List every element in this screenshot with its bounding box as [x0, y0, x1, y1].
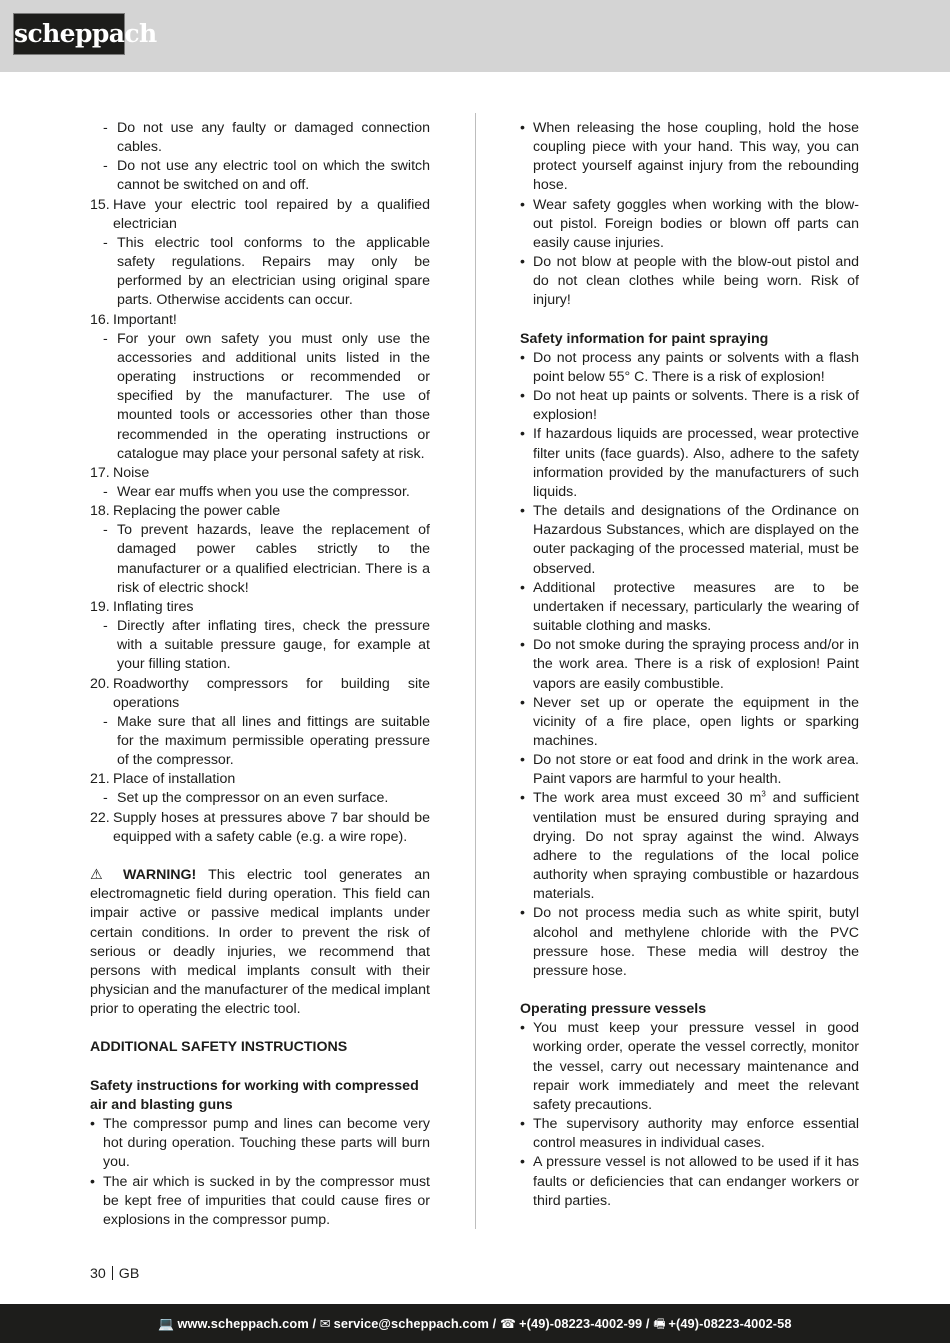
bullet-marker: • — [520, 120, 525, 136]
item-text: Noise — [113, 464, 150, 481]
list-item — [90, 234, 430, 311]
item-text: Supply hoses at pressures above 7 bar should be equipped with a safety cable (e.g. a wire rope). — [113, 809, 430, 845]
item-text: Do not heat up paints or solvents. There is a risk of explosion! — [533, 388, 859, 424]
item-text: Important! — [113, 311, 177, 328]
bullet-marker: • — [520, 790, 525, 807]
list-item — [90, 157, 430, 195]
list-item — [90, 598, 430, 617]
phone-icon: ☎ — [500, 1316, 517, 1331]
list-item — [90, 311, 430, 330]
item-text: Place of installation — [113, 771, 236, 788]
warning-text: This electric tool generates an electromagnetic field during operation. This field can impair active or passive medical implants under certain conditions. In order to prevent the risk of serious or deadly injuries, we recommend that persons with medical implants consult with their physician and the manufacturer of the medical implant prior to operating the electric tool. — [90, 867, 430, 1018]
item-text: The supervisory authority may enforce essential control measures in individual cases. — [533, 1116, 859, 1152]
list-item — [520, 1153, 859, 1210]
dash-marker: - — [103, 330, 108, 347]
list-item — [520, 579, 859, 636]
bullet-marker: • — [520, 349, 525, 366]
item-text: For your own safety you must only use the accessories and additional units listed in the operating instructions or recommended or specified by the manufacturer. The use of mounted tools or accessories other than those recommended in the operating instructions or catalogue may place your personal safety at risk. — [117, 330, 430, 462]
list-item — [90, 119, 430, 157]
item-text: Do not process media such as white spirit, butyl alcohol and methylene chloride with the PVC pressure hose. These media will destroy the pressure hose. — [533, 905, 859, 979]
right-list-top — [520, 119, 859, 311]
list-item — [520, 636, 859, 693]
item-text: Roadworthy compressors for building site operations — [113, 675, 430, 711]
item-text: The air which is sucked in by the compressor must be kept free of impurities that could cause fires or explosions in the compressor pump. — [103, 1173, 430, 1228]
item-text: This electric tool conforms to the applicable safety regulations. Repairs may only be performed by an electrician using original spare parts. Otherwise accidents can occur. — [117, 234, 430, 309]
list-item — [520, 253, 859, 310]
bullet-marker: • — [520, 1116, 525, 1133]
pressure-vessels-list — [520, 1019, 859, 1211]
list-item — [90, 789, 430, 808]
list-item — [90, 1173, 430, 1230]
warning-icon: ⚠ — [90, 867, 111, 884]
page-number — [90, 1265, 139, 1283]
work-area-text-a: The work area must exceed 30 m — [533, 790, 762, 807]
bullet-marker: • — [520, 503, 525, 520]
pressure-vessels-heading: Operating pressure vessels — [520, 1001, 707, 1018]
bullet-marker: • — [520, 579, 525, 596]
list-item — [520, 789, 859, 904]
superscript-3: 3 — [761, 789, 766, 799]
item-number: 20. — [90, 675, 110, 692]
dash-marker: - — [103, 483, 108, 500]
item-number: 15. — [90, 196, 110, 213]
page-number-value: 30 — [90, 1266, 106, 1282]
left-list-bottom — [90, 1115, 430, 1230]
bullet-marker: • — [520, 1154, 525, 1171]
list-item — [90, 617, 430, 674]
footer-separator: / — [489, 1316, 500, 1331]
item-text: Inflating tires — [113, 598, 194, 615]
page-footer — [0, 1304, 950, 1343]
item-text: Set up the compressor on an even surface. — [117, 790, 389, 807]
bullet-marker: • — [520, 388, 525, 405]
item-text: Wear ear muffs when you use the compressor. — [117, 483, 410, 500]
bullet-marker: • — [520, 905, 525, 922]
list-item — [520, 349, 859, 387]
bullet-marker: • — [520, 694, 525, 711]
item-text: Do not smoke during the spraying process and/or in the work area. There is a risk of explosion! Paint vapors are easily combustible. — [533, 637, 859, 692]
item-text: The compressor pump and lines can become very hot during operation. Touching these parts will burn you. — [103, 1116, 430, 1171]
item-text: A pressure vessel is not allowed to be used if it has faults or deficiencies that can endanger workers or third parties. — [533, 1154, 859, 1209]
item-number: 17. — [90, 464, 110, 481]
item-text: Replacing the power cable — [113, 503, 281, 520]
item-number: 18. — [90, 503, 110, 520]
left-column — [90, 119, 430, 1230]
item-text: When releasing the hose coupling, hold the hose coupling piece with your hand. This way, you can protect yourself against injury from the rebounding hose. — [533, 120, 859, 194]
list-item — [90, 483, 430, 502]
list-item — [520, 1115, 859, 1153]
dash-marker: - — [103, 618, 108, 635]
footer-phone[interactable]: +(49)-08223-4002-99 — [519, 1316, 643, 1331]
list-item — [90, 713, 430, 770]
list-item — [90, 521, 430, 598]
item-text: Do not use any electric tool on which the switch cannot be switched on and off. — [117, 158, 430, 194]
bullet-marker: • — [520, 1020, 525, 1037]
footer-separator: / — [642, 1316, 654, 1331]
list-item — [520, 502, 859, 579]
list-item — [90, 196, 430, 234]
item-text: Make sure that all lines and fittings are suitable for the maximum permissible operating pressure of the compressor. — [117, 713, 430, 769]
list-item — [90, 809, 430, 847]
bullet-marker: • — [90, 1116, 95, 1133]
warning-paragraph — [90, 866, 430, 1019]
dash-marker: - — [103, 522, 108, 539]
footer-email[interactable]: service@scheppach.com — [333, 1316, 490, 1331]
left-list-top — [90, 119, 430, 847]
page-language: GB — [118, 1266, 140, 1282]
list-item — [520, 1019, 859, 1115]
list-item — [90, 1115, 430, 1172]
footer-website[interactable]: www.scheppach.com — [177, 1316, 309, 1331]
item-text: Additional protective measures are to be undertaken if necessary, particularly the wearing of suitable clothing and masks. — [533, 579, 859, 635]
list-item — [90, 502, 430, 521]
item-text: Do not blow at people with the blow-out pistol and do not clean clothes while being worn. Risk of injury! — [533, 254, 859, 309]
column-divider — [475, 113, 476, 1229]
list-item — [520, 694, 859, 751]
item-text: Have your electric tool repaired by a qualified electrician — [113, 196, 430, 232]
scheppach-logo: scheppach — [13, 13, 125, 55]
fax-icon: 🖷 — [653, 1316, 666, 1331]
item-number: 16. — [90, 311, 110, 328]
page-header — [0, 0, 950, 72]
bullet-marker: • — [520, 637, 525, 654]
footer-fax: +(49)-08223-4002-58 — [668, 1316, 792, 1331]
item-text: If hazardous liquids are processed, wear protective filter units (face guards). Also, adhere to the safety information provided by the manufacturers of such liquids. — [533, 426, 859, 500]
warning-title: WARNING! — [122, 867, 197, 884]
additional-safety-heading: ADDITIONAL SAFETY INSTRUCTIONS — [90, 1039, 348, 1056]
list-item — [90, 770, 430, 789]
item-text: Do not store or eat food and drink in the work area. Paint vapors are harmful to your health. — [533, 752, 859, 788]
item-number: 22. — [90, 809, 110, 826]
work-area-text-b: and sufficient ventilation must be ensured during spraying and drying. Do not spray against the wind. Always adhere to the regulations of the local police authority when spraying combustible or hazardous materials. — [533, 790, 859, 903]
list-item — [90, 330, 430, 464]
item-text: To prevent hazards, leave the replacement of damaged power cables strictly to the manufacturer or a qualified electrician. There is a risk of electric shock! — [117, 522, 430, 596]
item-number: 19. — [90, 598, 110, 615]
paint-spraying-heading: Safety information for paint spraying — [520, 330, 769, 347]
dash-marker: - — [103, 158, 108, 175]
paint-spraying-list-end — [520, 904, 859, 981]
dash-marker: - — [103, 790, 108, 807]
list-item — [520, 751, 859, 789]
bullet-marker: • — [520, 254, 525, 271]
list-item — [520, 119, 859, 196]
mail-icon: ✉ — [319, 1316, 331, 1331]
dash-marker: - — [103, 120, 108, 136]
dash-marker: - — [103, 713, 108, 730]
bullet-marker: • — [90, 1173, 95, 1190]
item-text: Wear safety goggles when working with the blow-out pistol. Foreign bodies or blown off parts can easily cause injuries. — [533, 196, 859, 251]
compressed-air-heading: Safety instructions for working with compressed air and blasting guns — [90, 1077, 419, 1113]
list-item — [520, 196, 859, 253]
paint-spraying-list — [520, 349, 859, 790]
item-text: The details and designations of the Ordinance on Hazardous Substances, which are displayed on the outer packaging of the processed material, must be observed. — [533, 503, 859, 577]
computer-icon: 💻 — [158, 1316, 175, 1331]
item-text: Do not use any faulty or damaged connection cables. — [117, 120, 430, 156]
bullet-marker: • — [520, 752, 525, 769]
list-item — [520, 425, 859, 502]
bullet-marker: • — [520, 426, 525, 443]
list-item — [90, 675, 430, 713]
item-text: You must keep your pressure vessel in good working order, operate the vessel correctly, monitor the vessel, carry out necessary maintenance and repair work immediately and meet the relevant safety precautions. — [533, 1020, 859, 1113]
list-item — [520, 904, 859, 981]
item-text: Never set up or operate the equipment in the vicinity of a fire place, open lights or sparking machines. — [533, 694, 859, 749]
item-text: Directly after inflating tires, check the pressure with a suitable pressure gauge, for example at your filling station. — [117, 618, 430, 673]
dash-marker: - — [103, 234, 108, 251]
bullet-marker: • — [520, 196, 525, 213]
list-item — [520, 387, 859, 425]
item-number: 21. — [90, 771, 110, 788]
list-item — [90, 464, 430, 483]
item-text: Do not process any paints or solvents with a flash point below 55° C. There is a risk of explosion! — [533, 349, 859, 386]
right-column — [520, 119, 859, 1211]
footer-separator: / — [308, 1316, 320, 1331]
